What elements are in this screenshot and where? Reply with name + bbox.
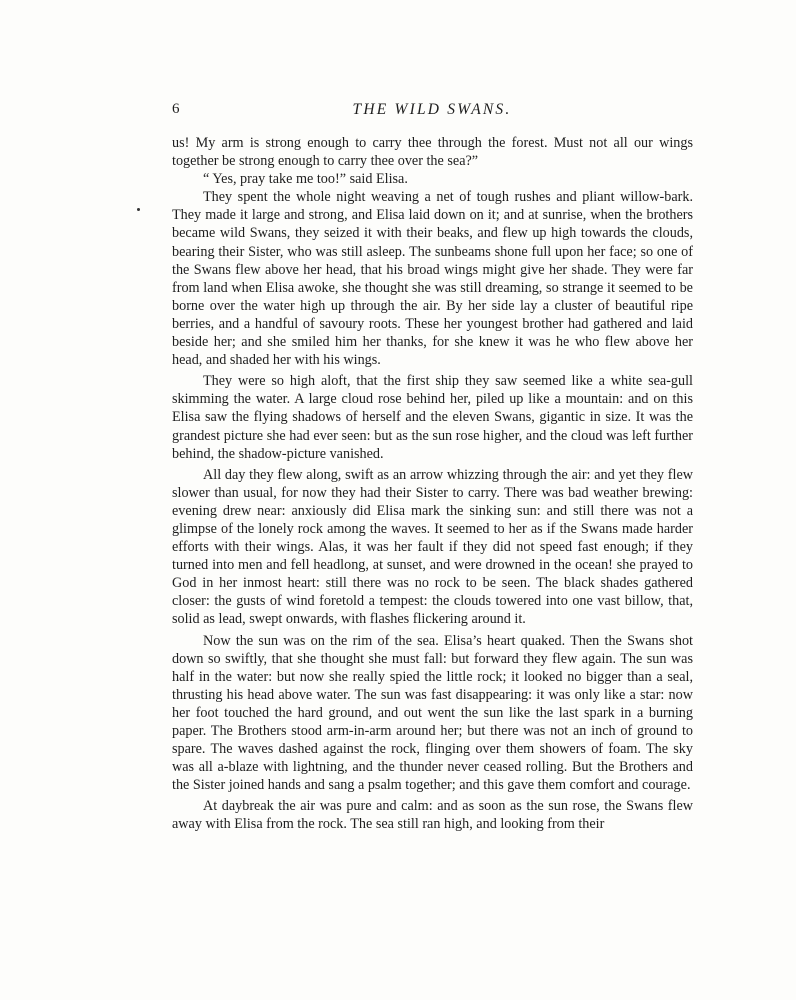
margin-speck bbox=[137, 208, 140, 211]
paragraph: All day they flew along, swift as an arrow whizzing through the air: and yet they flew slower than usual, for now they had their Sister to carry. There was bad weather brewing: evening drew near: anxiously did Elisa mark the sinking sun: and still there was not a glimpse of the lonely rock among the waves. It seemed to her as if the Swans made harder efforts with their wings. Alas, it was her fault if they did not speed fast enough; if they turned into men and fell headlong, at sunset, and were drowned in the ocean! she prayed to God in her inmost heart: still there was no rock to be seen. The black shades gathered closer: the gusts of wind foretold a tempest: the clouds towered into one vast billow, that, solid as lead, swept onwards, with flashes flickering around it. bbox=[172, 466, 693, 628]
body-text bbox=[172, 134, 693, 834]
running-title: THE WILD SWANS. bbox=[352, 101, 512, 118]
paragraph-continuation: us! My arm is strong enough to carry thee through the forest. Must not all our wings together be strong enough to carry thee over the sea?” bbox=[172, 135, 693, 170]
paragraph: They were so high aloft, that the first ship they saw seemed like a white sea-gull skimming the water. A large cloud rose behind her, piled up like a mountain: and on this Elisa saw the flying shadows of herself and the eleven Swans, gigantic in size. It was the grandest picture she had ever seen: but as the sun rose higher, and the cloud was left further behind, the shadow-picture vanished. bbox=[172, 373, 693, 462]
paragraph: Now the sun was on the rim of the sea. Elisa’s heart quaked. Then the Swans shot down so swiftly, that she thought she must fall: but forward they flew again. The sun was half in the water: but now she really spied the little rock; it looked no bigger than a seal, thrusting his head above water. The sun was fast disappearing: it was only like a star: now her foot touched the hard ground, and out went the sun like the last spark in a burning paper. The Brothers stood arm-in-arm around her; but there was not an inch of ground to spare. The waves dashed against the rock, flinging over them showers of foam. The sky was all a-blaze with lightning, and the thunder never ceased rolling. But the Brothers and the Sister joined hands and sang a psalm together; and this gave them comfort and courage. bbox=[172, 632, 693, 794]
paragraph: “ Yes, pray take me too!” said Elisa. bbox=[203, 171, 408, 188]
paragraph: They spent the whole night weaving a net of tough rushes and pliant willow-bark. They made it large and strong, and Elisa laid down on it; and at sunrise, when the brothers became wild Swans, they seized it with their beaks, and flew up high towards the clouds, bearing their Sister, who was still asleep. The sunbeams shone full upon her face; so one of the Swans flew above her head, that his broad wings might give her shade. They were far from land when Elisa awoke, she thought she was still dreaming, so strange it seemed to be borne over the water high up through the air. By her side lay a cluster of beautiful ripe berries, and a handful of savoury roots. These her youngest brother had gathered and laid beside her; and she smiled him her thanks, for she knew it was he who flew above her head, and shaded her with his wings. bbox=[172, 189, 693, 369]
page-number: 6 bbox=[172, 101, 180, 117]
paragraph: At daybreak the air was pure and calm: and as soon as the sun rose, the Swans flew away with Elisa from the rock. The sea still ran high, and looking from their bbox=[172, 798, 693, 833]
running-head bbox=[172, 101, 692, 125]
